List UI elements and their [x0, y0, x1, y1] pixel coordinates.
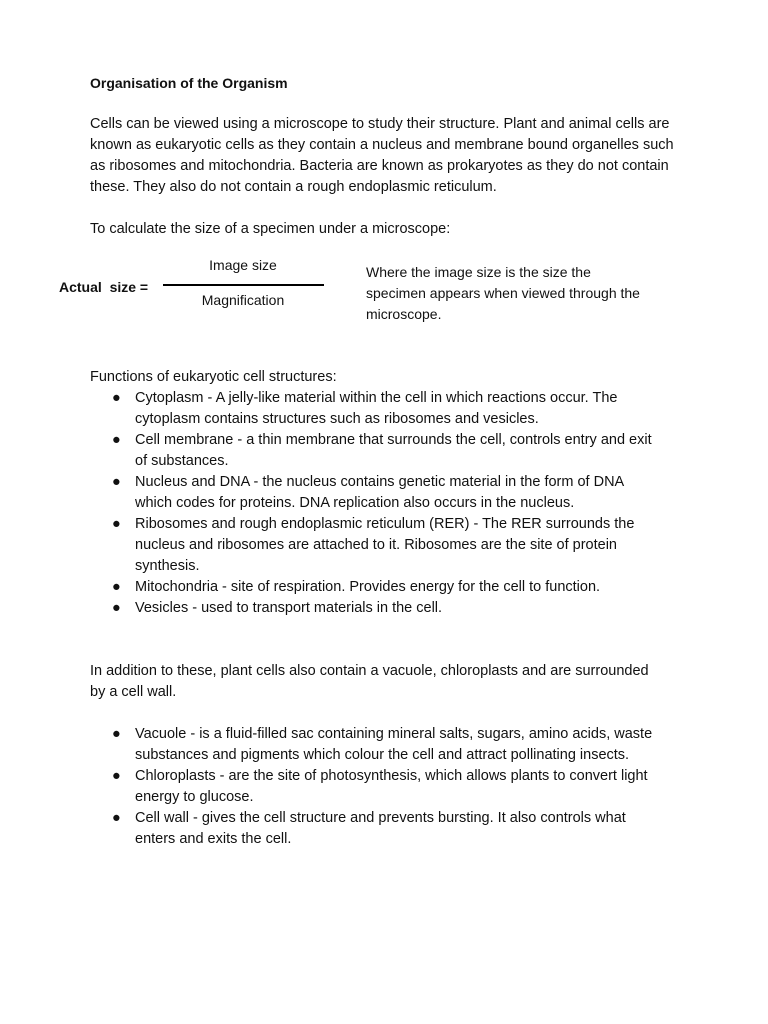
formula-label: Actual size = [59, 279, 149, 295]
functions-heading: Functions of eukaryotic cell structures: [90, 369, 337, 385]
calculation-intro: To calculate the size of a specimen under a microscope: [90, 221, 451, 237]
intro-paragraph: Cells can be viewed using a microscope to study their structure. Plant and animal cells are known as eukaryotic cells as they contain a nucleus and membrane bound organelles such as ribosomes and mitochondria. Bacteria are known as prokaryotes as they do not contain these. They also do not contain a rough endoplasmic reticulum. [90, 116, 674, 195]
list-item-text: Cell wall - gives the cell structure and prevents bursting. It also controls what enters and exits the cell. [135, 810, 626, 847]
list-item [90, 514, 660, 577]
functions-list [90, 388, 660, 619]
plant-structures-list [90, 724, 660, 850]
list-item [90, 577, 660, 598]
list-item-text: Cell membrane - a thin membrane that surrounds the cell, controls entry and exit of substances. [135, 432, 652, 469]
bullet-icon: ● [112, 768, 121, 784]
list-item [90, 598, 660, 619]
plant-cells-paragraph: In addition to these, plant cells also contain a vacuole, chloroplasts and are surrounded by a cell wall. [90, 663, 649, 700]
list-item [90, 766, 660, 808]
bullet-icon: ● [112, 726, 121, 742]
bullet-icon: ● [112, 579, 121, 595]
list-item [90, 808, 660, 850]
list-item-text: Chloroplasts - are the site of photosynthesis, which allows plants to convert light energy to glucose. [135, 768, 648, 805]
list-item [90, 724, 660, 766]
list-item-text: Mitochondria - site of respiration. Provides energy for the cell to function. [135, 579, 601, 595]
formula-numerator: Image size [209, 257, 277, 273]
list-item-text: Vesicles - used to transport materials in the cell. [135, 600, 443, 616]
list-item [90, 430, 660, 472]
list-item [90, 388, 660, 430]
bullet-icon: ● [112, 390, 121, 406]
bullet-icon: ● [112, 432, 121, 448]
list-item [90, 472, 660, 514]
list-item-text: Ribosomes and rough endoplasmic reticulum (RER) - The RER surrounds the nucleus and ribosomes are attached to it. Ribosomes are the site of protein synthesis. [135, 516, 635, 574]
formula-note: Where the image size is the size the specimen appears when viewed through the microscope. [366, 264, 640, 322]
list-item-text: Vacuole - is a fluid-filled sac containing mineral salts, sugars, amino acids, waste substances and pigments which colour the cell and attract pollinating insects. [135, 726, 653, 763]
list-item-text: Nucleus and DNA - the nucleus contains genetic material in the form of DNA which codes for proteins. DNA replication also occurs in the nucleus. [135, 474, 624, 511]
bullet-icon: ● [112, 474, 121, 490]
document-title: Organisation of the Organism [90, 75, 288, 91]
formula-fraction-line [163, 284, 324, 286]
bullet-icon: ● [112, 810, 121, 826]
list-item-text: Cytoplasm - A jelly-like material within the cell in which reactions occur. The cytoplasm contains structures such as ribosomes and vesicles. [135, 390, 618, 427]
bullet-icon: ● [112, 516, 121, 532]
formula-denominator: Magnification [201, 292, 285, 308]
bullet-icon: ● [112, 600, 121, 616]
